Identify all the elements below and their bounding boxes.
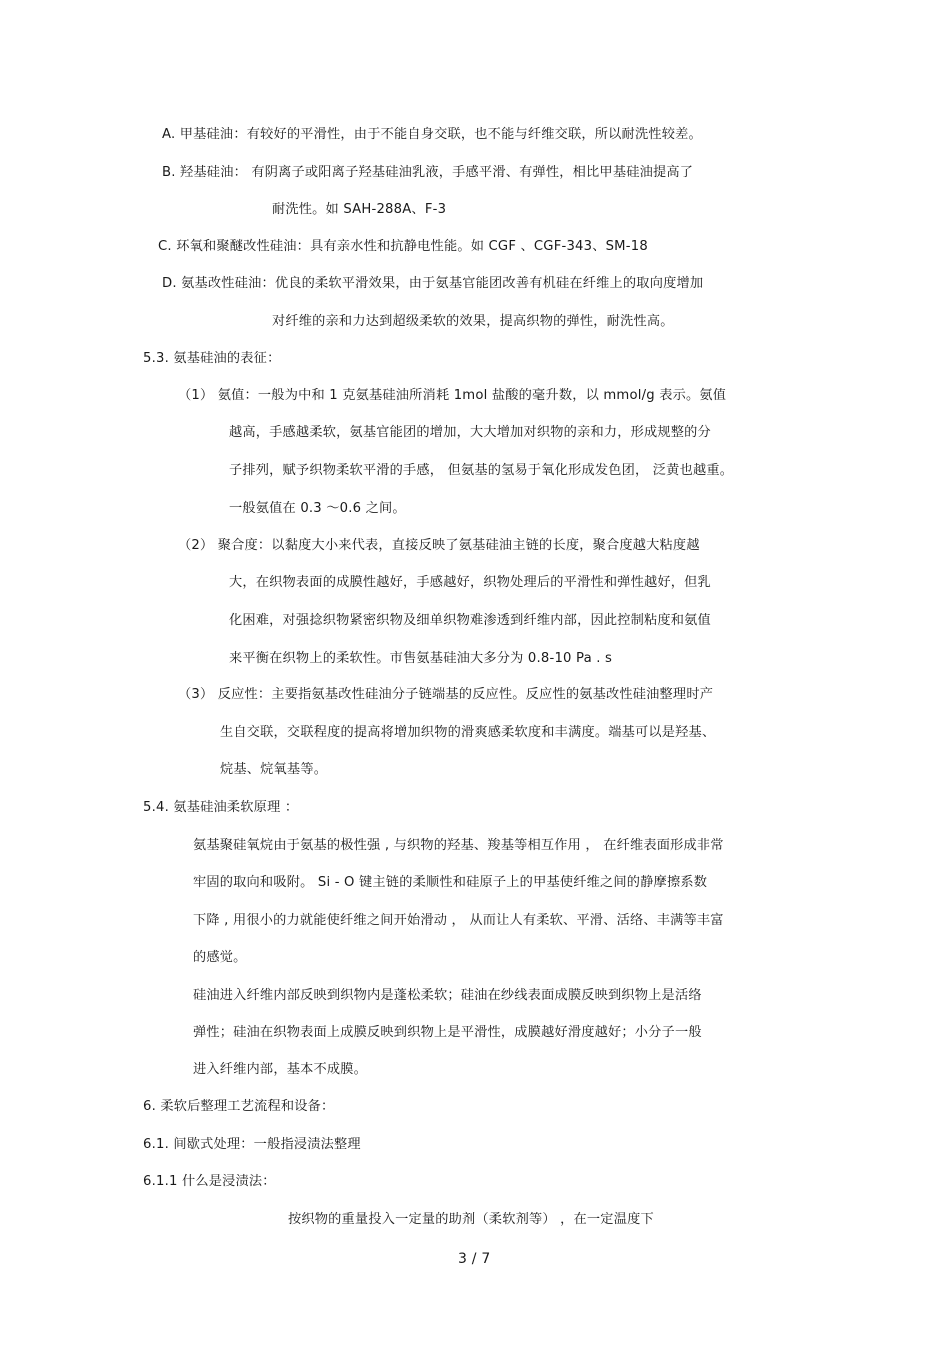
text-line: 化困难，对强捻织物紧密织物及细单织物难渗透到纤维内部，因此控制粘度和氨值 [229, 613, 711, 628]
section-heading: 5.3. 氨基硅油的表征： [143, 351, 281, 366]
text-line: 烷基、烷氧基等。 [220, 762, 328, 777]
text-line: 硅油进入纤维内部反映到织物内是蓬松柔软；硅油在纱线表面成膜反映到织物上是活络 [193, 988, 702, 1003]
text-line: 生自交联，交联程度的提高将增加织物的滑爽感柔软度和丰满度。端基可以是羟基、 [220, 725, 716, 740]
section-heading: 5.4. 氨基硅油柔软原理 ： [143, 800, 299, 815]
text-line: 越高，手感越柔软，氨基官能团的增加，大大增加对织物的亲和力，形成规整的分 [229, 425, 711, 440]
text-line: 耐洗性。如 SAH-288A、F-3 [272, 202, 447, 217]
text-line: C. 环氧和聚醚改性硅油：具有亲水性和抗静电性能。如 CGF 、CGF-343、SM-18 [158, 239, 648, 254]
text-line: 对纤维的亲和力达到超级柔软的效果，提高织物的弹性，耐洗性高。 [272, 314, 674, 329]
text-line: 大，在织物表面的成膜性越好，手感越好，织物处理后的平滑性和弹性越好，但乳 [229, 575, 711, 590]
section-heading: 6.1. 间歇式处理：一般指浸渍法整理 [143, 1137, 361, 1152]
text-line: 进入纤维内部，基本不成膜。 [193, 1062, 368, 1077]
text-line: 按织物的重量投入一定量的助剂（柔软剂等） ，在一定温度下 [288, 1212, 654, 1227]
section-heading: 6.1.1 什么是浸渍法： [143, 1174, 276, 1189]
text-line: A. 甲基硅油：有较好的平滑性，由于不能自身交联，也不能与纤维交联，所以耐洗性较差。 [162, 127, 702, 142]
text-line: D. 氨基改性硅油：优良的柔软平滑效果，由于氨基官能团改善有机硅在纤维上的取向度增加 [162, 276, 704, 291]
section-heading: 6. 柔软后整理工艺流程和设备： [143, 1099, 335, 1114]
text-line: （3） 反应性：主要指氨基改性硅油分子链端基的反应性。反应性的氨基改性硅油整理时产 [178, 687, 714, 702]
text-line: 子排列，赋予织物柔软平滑的手感， 但氨基的氢易于氧化形成发色团， 泛黄也越重。 [229, 463, 734, 478]
text-line: 牢固的取向和吸附。 Si - O 键主链的柔顺性和硅原子上的甲基使纤维之间的静摩擦系数 [193, 875, 708, 890]
text-line: （2） 聚合度：以黏度大小来代表，直接反映了氨基硅油主链的长度，聚合度越大粘度越 [178, 538, 700, 553]
text-line: 氨基聚硅氧烷由于氨基的极性强 , 与织物的羟基、羧基等相互作用 ， 在纤维表面形成非常 [193, 838, 724, 853]
page-number: 3 / 7 [458, 1251, 491, 1267]
text-line: 一般氨值在 0.3 ～0.6 之间。 [229, 501, 406, 516]
text-line: 下降 , 用很小的力就能使纤维之间开始滑动 ， 从而让人有柔软、平滑、活络、丰满等丰富 [193, 913, 724, 928]
text-line: （1） 氨值：一般为中和 1 克氨基硅油所消耗 1mol 盐酸的毫升数，以 mmol/g 表示。氨值 [178, 388, 727, 403]
text-line: 弹性；硅油在织物表面上成膜反映到织物上是平滑性，成膜越好滑度越好；小分子一般 [193, 1025, 702, 1040]
text-line: B. 羟基硅油： 有阴离子或阳离子羟基硅油乳液，手感平滑、有弹性，相比甲基硅油提高了 [162, 165, 694, 180]
text-line: 来平衡在织物上的柔软性。市售氨基硅油大多分为 0.8-10 Pa . s [229, 651, 613, 666]
text-line: 的感觉。 [193, 950, 247, 965]
